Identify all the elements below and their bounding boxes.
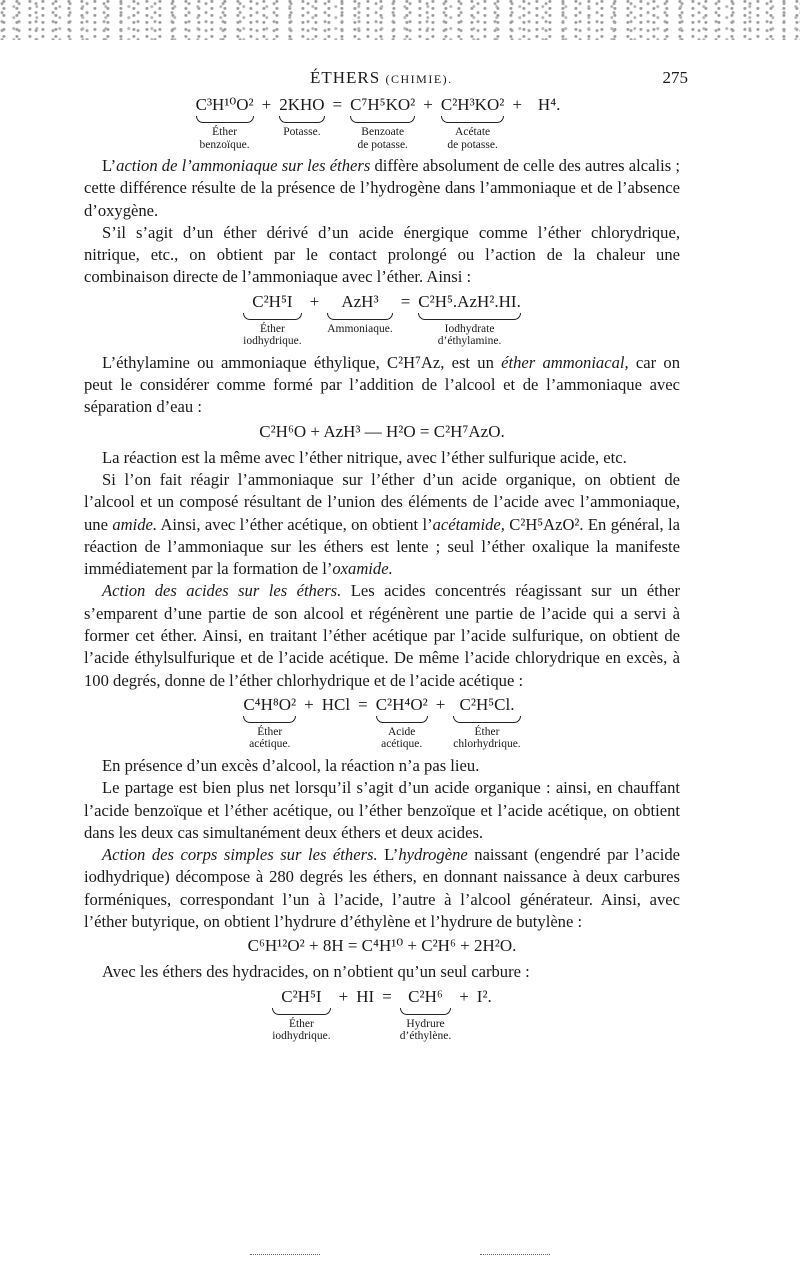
eq-term: HI bbox=[356, 986, 375, 1006]
paragraph-acids-action: Action des acides sur les éthers. Les acides concentrés réagissant sur un éther s’emparent d’une partie de son alcool et régénèrent une partie de l’acide qui a servi à former cet éther. Ainsi, en traitant l’éther acétique par l’acide sulfurique, on obtient de l’acide éthylsulfurique et de l’acide acétique. De même l’acide chlorydrique en excès, à 100 degrés, donne de l’éther chlorhydrique et de l’acide acétique : bbox=[84, 581, 681, 690]
eq-term: 2KHO Potasse. bbox=[279, 95, 325, 138]
equation-ethyl-iodide-ammonia: C²H⁵I Éther iodhydrique. + AzH³ Ammoniaque. = C²H⁵.AzH².HI. Iodhydrate d’éthylamine. bbox=[243, 291, 521, 348]
eq-term: HCl bbox=[321, 694, 351, 714]
page-header bbox=[0, 68, 800, 90]
eq-term: C²H⁵.AzH².HI. Iodhydrate d’éthylamine. bbox=[418, 291, 521, 348]
equation-acetic-ether-hcl: C⁴H⁸O² Éther acétique. + HCl = C²H⁴O² Acide acétique. + C²H⁵Cl. Éther chlorhydrique. bbox=[243, 694, 521, 751]
page-body bbox=[84, 92, 680, 1047]
eq-term: C²H⁶ Hydrure d’éthylène. bbox=[399, 986, 452, 1043]
equation-ethylamine: C²H⁶O + AzH³ — H²O = C²H⁷AzO. bbox=[259, 421, 505, 441]
eq-term: C³H¹⁰O² Éther benzoïque. bbox=[195, 95, 254, 151]
paragraph-simple-bodies: Action des corps simples sur les éthers. L’hydrogène naissant (engendré par l’acide iodhydrique) décompose à 280 degrés les éthers, en donnant naissance à deux carbures forméniques, correspondant l’un à l’acide, l’autre à l’alcool générateur. Ainsi, avec l’éther butyrique, on obtient l’hydrure d’éthylène et l’hydrure de butylène : bbox=[84, 845, 680, 932]
paragraph-nitric-ether: La réaction est la même avec l’éther nitrique, avec l’éther sulfurique acide, etc. bbox=[102, 447, 627, 467]
eq-term: C²H⁵I Éther iodhydrique. bbox=[272, 986, 331, 1043]
paragraph-excess-alcohol: En présence d’un excès d’alcool, la réaction n’a pas lieu. bbox=[102, 755, 480, 775]
paragraph-ethylamine: L’éthylamine ou ammoniaque éthylique, C²H⁷Az, est un éther ammoniacal, car on peut le considérer comme formé par l’addition de l’alcool et de l’ammoniaque avec séparation d’eau : bbox=[84, 352, 680, 417]
equation-butyric-ether: C⁶H¹²O² + 8H = C⁴H¹⁰ + C²H⁶ + 2H²O. bbox=[247, 936, 517, 956]
scan-noise-border bbox=[0, 0, 800, 40]
eq-term: C²H⁴O² Acide acétique. bbox=[375, 694, 428, 751]
paragraph-ammonia-action: L’action de l’ammoniaque sur les éthers diffère absolument de celle des autres alcalis ; cette différence résulte de la présence de l’hydrogène dans l’ammoniaque et de l’absence d’oxygène. bbox=[84, 156, 680, 220]
running-title: ÉTHERS (CHIMIE). bbox=[310, 68, 453, 87]
eq-term: C²H⁵Cl. Éther chlorhydrique. bbox=[453, 694, 521, 751]
eq-term: AzH³ Ammoniaque. bbox=[327, 291, 393, 335]
paragraph-energetic-acid-ether: S’il s’agit d’un éther dérivé d’un acide énergique comme l’éther chlorydrique, nitrique, etc., on obtient par le contact prolongé ou l’action de la chaleur une combinaison directe de l’ammoniaque avec l’éther. Ainsi : bbox=[84, 222, 680, 287]
footer-dotted-rule bbox=[480, 1254, 550, 1255]
eq-term: I². bbox=[476, 986, 492, 1006]
paragraph-hydracids: Avec les éthers des hydracides, on n’obtient qu’un seul carbure : bbox=[102, 962, 530, 982]
paragraph-amide: Si l’on fait réagir l’ammoniaque sur l’éther d’un acide organique, on obtient de l’alcool et un composé résultant de l’union des éléments de l’acide avec l’ammoniaque, une amide. Ainsi, avec l’éther acétique, on obtient l’acétamide, C²H⁵AzO². En général, la réaction de l’ammoniaque sur les éthers est lente ; seul l’éther oxalique la manifeste immédiatement par la formation de l’oxamide. bbox=[84, 469, 680, 579]
paragraph-organic-acid: Le partage est bien plus net lorsqu’il s’agit d’un acide organique : ainsi, en chauffant l’acide benzoïque et l’éther acétique, ou l’éther benzoïque et l’acide acétique, on obtient dans les deux cas simultanément deux éthers et deux acides. bbox=[84, 778, 680, 842]
page-number: 275 bbox=[662, 68, 688, 87]
eq-term: C²H⁵I Éther iodhydrique. bbox=[243, 291, 302, 348]
footer-dotted-rule bbox=[250, 1254, 320, 1255]
equation-ethyl-iodide-hi: C²H⁵I Éther iodhydrique. + HI = C²H⁶ Hydrure d’éthylène. + I². bbox=[272, 986, 492, 1043]
equation-benzoic-ether-potash: C³H¹⁰O² Éther benzoïque. + 2KHO Potasse. = C⁷H⁵KO² Benzoate de potasse. + C²H³KO² Acétate de potasse. + H⁴. bbox=[195, 95, 561, 151]
eq-term: C²H³KO² Acétate de potasse. bbox=[440, 95, 505, 151]
eq-term: C⁷H⁵KO² Benzoate de potasse. bbox=[350, 95, 416, 151]
eq-term: C⁴H⁸O² Éther acétique. bbox=[243, 694, 297, 751]
